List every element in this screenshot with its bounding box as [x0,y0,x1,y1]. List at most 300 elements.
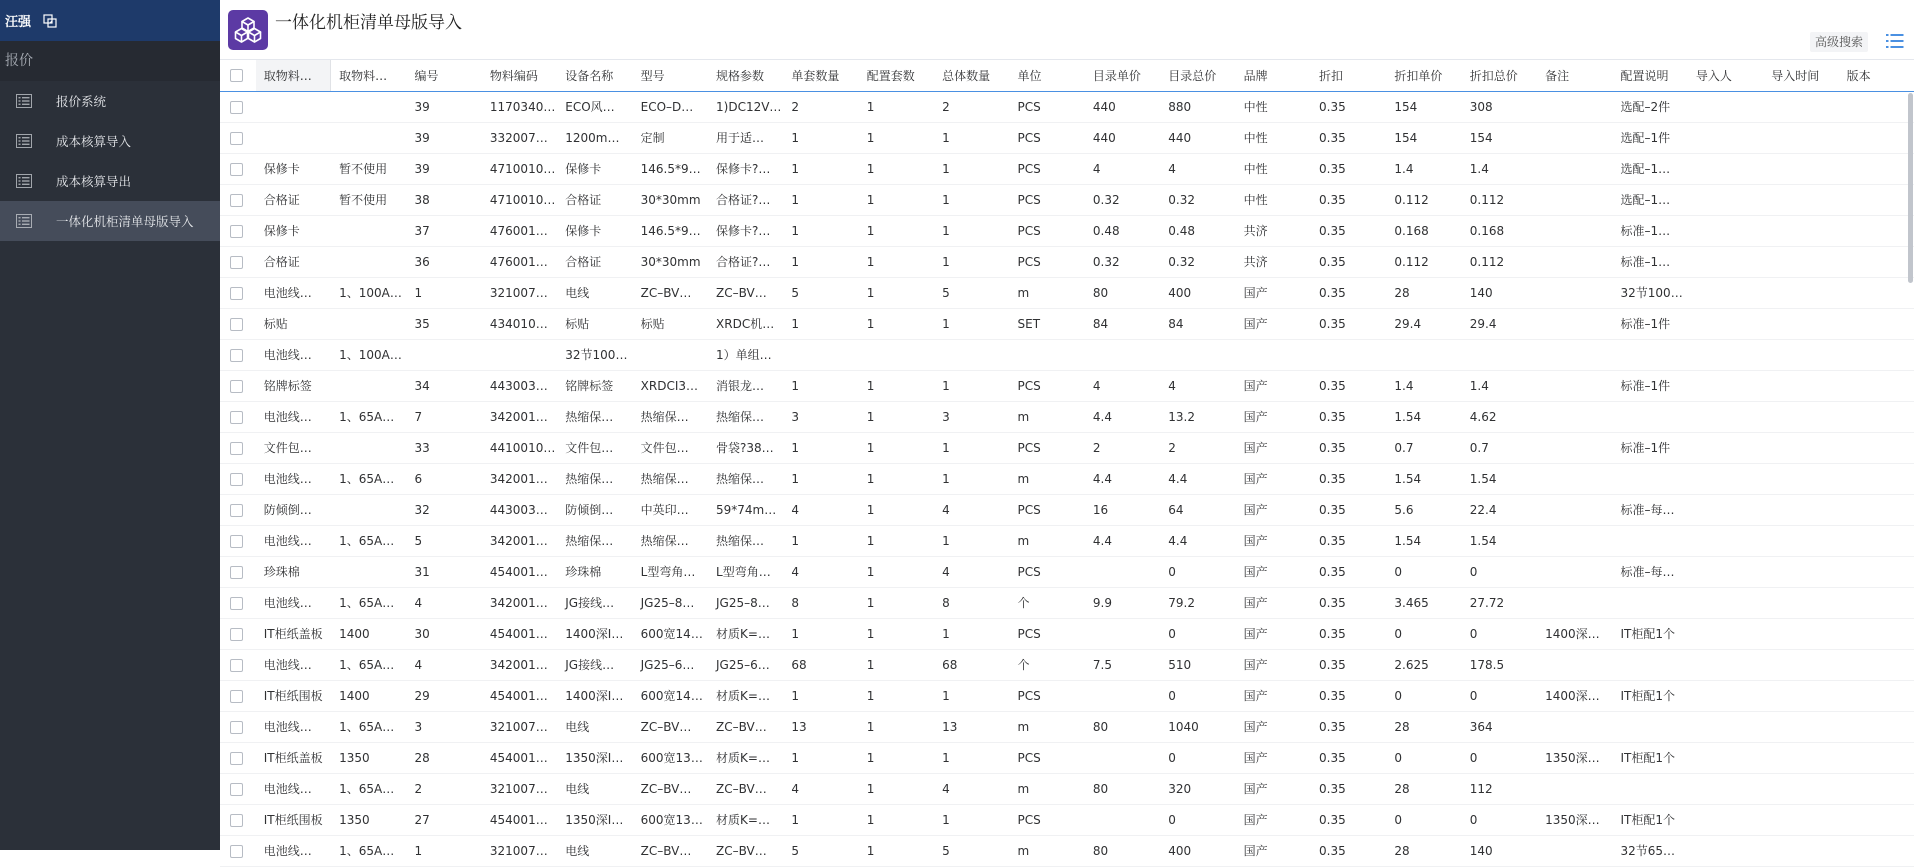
row-checkbox[interactable] [220,278,256,308]
checkbox-box[interactable] [230,380,243,393]
table-cell: 5 [791,286,800,300]
table-cell: 4 [791,782,800,796]
row-checkbox[interactable] [220,185,256,215]
column-header[interactable]: 导入时间 [1771,69,1820,83]
table-cell: PCS [1017,627,1041,641]
table-cell: 342001… [489,534,548,548]
table-cell: 文件包… [640,441,689,455]
table-cell: 510 [1168,658,1192,672]
checkbox-box[interactable] [230,845,243,858]
column-header[interactable]: 规格参数 [716,69,765,83]
column-header[interactable]: 取物料… [339,69,388,83]
table-cell: 保修卡?… [716,224,771,238]
table-cell: 4 [1168,162,1176,176]
checkbox-box[interactable] [230,504,243,517]
table-cell: 电池线… [263,286,312,300]
table-cell: 1350 [339,751,370,765]
table-cell: 1)DC12V… [716,100,782,114]
row-checkbox[interactable] [220,557,256,587]
table-cell [1688,154,1763,184]
table-cell: 16 [1092,503,1109,517]
table-row[interactable] [220,340,1914,371]
sidebar-item-1[interactable] [0,121,220,161]
table-row[interactable] [220,433,1914,464]
checkbox-box[interactable] [230,442,243,455]
table-cell [934,340,1009,370]
table-cell: 电池线… [263,348,312,362]
column-header[interactable]: 设备名称 [565,69,614,83]
checkbox-box[interactable] [230,597,243,610]
table-row[interactable] [220,526,1914,557]
table-cell [1537,371,1612,401]
table-cell: 1、65A… [339,658,395,672]
column-header[interactable]: 物料编码 [489,69,538,83]
table-row[interactable] [220,216,1914,247]
table-row[interactable] [220,154,1914,185]
table-cell [1688,712,1763,742]
table-cell: 0.35 [1319,255,1346,269]
table-cell [331,216,406,246]
table-cell: 29.4 [1469,317,1497,331]
table-cell: 1400深… [1545,627,1600,641]
table-cell: 珍珠棉 [565,565,602,579]
table-row[interactable] [220,185,1914,216]
table-row[interactable] [220,92,1914,123]
table-cell: 178.5 [1469,658,1505,672]
table-cell: 定制 [640,131,665,145]
table-cell: 电池线… [263,534,312,548]
row-checkbox[interactable] [220,526,256,556]
checkbox-box[interactable] [230,659,243,672]
table-cell: 国产 [1243,689,1268,703]
table-cell: IT柜配1个 [1620,689,1676,703]
user-name[interactable]: 汪强 [5,15,32,30]
table-cell: 文件包… [565,441,614,455]
table-cell: 434010… [489,317,548,331]
table-cell: 342001… [489,658,548,672]
table-row[interactable] [220,650,1914,681]
table-cell: 国产 [1243,503,1268,517]
table-cell: 0 [1469,627,1478,641]
table-cell: PCS [1017,379,1041,393]
column-header[interactable]: 折扣单价 [1394,69,1443,83]
table-cell [1839,123,1914,153]
table-cell: 5 [942,844,950,858]
column-header[interactable]: 单套数量 [791,69,840,83]
row-checkbox[interactable] [220,588,256,618]
table-cell: 1 [791,441,800,455]
table-cell: JG25–8… [716,596,770,610]
row-checkbox[interactable] [220,650,256,680]
table-cell: 36 [414,255,430,269]
column-header[interactable]: 折扣总价 [1469,69,1518,83]
checkbox-box[interactable] [230,101,243,114]
table-cell: 1 [866,379,875,393]
table-cell [1839,340,1914,370]
table-cell: ZC–BV… [716,782,767,796]
row-checkbox[interactable] [220,123,256,153]
table-cell: 440 [1168,131,1192,145]
checkbox-box[interactable] [230,318,243,331]
column-header[interactable]: 总体数量 [942,69,991,83]
table-cell: 342001… [489,410,548,424]
table-row[interactable] [220,619,1914,650]
column-header[interactable]: 备注 [1545,69,1570,83]
table-cell: 38 [414,193,430,207]
table-cell: 39 [414,162,430,176]
table-cell [1839,836,1914,866]
table-cell [1537,123,1612,153]
table-row[interactable] [220,278,1914,309]
table-cell: 8 [791,596,800,610]
row-checkbox[interactable] [220,619,256,649]
table-cell [1763,805,1838,835]
table-cell [1613,340,1688,370]
table-cell: 3 [791,410,800,424]
checkbox-box[interactable] [230,132,243,145]
checkbox-box[interactable] [230,566,243,579]
checkbox-box[interactable] [230,287,243,300]
table-cell: 1 [942,162,950,176]
table-cell: 33 [414,441,430,455]
table-cell: 0 [1394,813,1403,827]
checkbox-box[interactable] [230,814,243,827]
table-cell: 0.35 [1319,162,1346,176]
table-cell: 342001… [489,596,548,610]
checkbox-box[interactable] [230,225,243,238]
table-cell [1537,433,1612,463]
table-cell: 29 [414,689,430,703]
table-row[interactable] [220,712,1914,743]
table-cell [1763,340,1838,370]
table-cell [1688,495,1763,525]
table-cell: 标准–1… [1620,255,1671,269]
table-cell: 材质K=… [716,689,770,703]
table-cell [1839,774,1914,804]
row-checkbox[interactable] [220,309,256,339]
row-checkbox[interactable] [220,495,256,525]
table-row[interactable] [220,588,1914,619]
table-cell: 22.4 [1469,503,1497,517]
table-cell: 国产 [1243,782,1268,796]
table-cell: 454001… [489,751,548,765]
table-cell: 电线 [565,782,590,796]
list-icon[interactable] [1886,33,1904,52]
row-checkbox[interactable] [220,371,256,401]
table-cell [1839,712,1914,742]
table-cell: 国产 [1243,441,1268,455]
checkbox-box[interactable] [230,752,243,765]
checkbox-box[interactable] [230,163,243,176]
table-cell: PCS [1017,441,1041,455]
row-checkbox[interactable] [220,681,256,711]
table-cell: 80 [1092,720,1109,734]
table-cell: 140 [1469,286,1493,300]
table-cell [1386,340,1461,370]
table-cell [482,340,557,370]
switch-account-icon[interactable] [43,14,57,28]
sidebar-item-0[interactable] [0,81,220,121]
row-checkbox[interactable] [220,774,256,804]
table-cell: 1 [942,813,950,827]
checkbox-box[interactable] [230,690,243,703]
checkbox-box[interactable] [230,535,243,548]
table-cell: 4710010… [489,162,556,176]
table-cell: 28 [1394,844,1410,858]
table-cell: 1、65A… [339,720,395,734]
table-cell: 电池线… [263,658,312,672]
table-cell: 154 [1469,131,1493,145]
table-cell: 600宽13… [640,813,703,827]
table-cell: 68 [942,658,958,672]
table-cell [1763,743,1838,773]
table-cell: ECO风… [565,100,615,114]
table-cell: 4.4 [1092,410,1112,424]
table-row[interactable] [220,836,1914,867]
table-cell: 中英印… [640,503,689,517]
table-cell: 1 [791,379,800,393]
table-cell: IT柜配1个 [1620,751,1676,765]
table-cell [1839,433,1914,463]
table-cell [1839,588,1914,618]
table-cell: 选配–1… [1620,193,1671,207]
table-cell: 文件包… [263,441,312,455]
table-cell: 28 [1394,720,1410,734]
data-table [220,59,1914,858]
table-row[interactable] [220,743,1914,774]
checkbox-box[interactable] [230,783,243,796]
table-cell: 600宽13… [640,751,703,765]
table-cell: 400 [1168,844,1192,858]
table-cell: 1 [866,286,875,300]
table-cell: 电池线… [263,410,312,424]
table-cell [1537,526,1612,556]
column-header[interactable]: 品牌 [1243,69,1268,83]
table-cell: 选配–1… [1620,162,1671,176]
table-cell: 454001… [489,627,548,641]
table-cell [1839,495,1914,525]
table-row[interactable] [220,774,1914,805]
table-cell: 0.35 [1319,100,1346,114]
table-cell: 320 [1168,782,1192,796]
table-cell: 材质K=… [716,813,770,827]
table-cell: 5 [791,844,800,858]
row-checkbox[interactable] [220,433,256,463]
table-cell [331,557,406,587]
select-all-checkbox[interactable] [220,60,256,91]
table-cell: 1400深… [1545,689,1600,703]
column-header[interactable]: 配置说明 [1620,69,1669,83]
table-cell: 2 [1168,441,1176,455]
table-cell: 0 [1469,751,1478,765]
checkbox-box[interactable] [230,628,243,641]
table-cell: 个 [1017,658,1030,672]
table-row[interactable] [220,681,1914,712]
table-cell: ZC–BV… [640,720,692,734]
table-cell: 1 [791,534,800,548]
table-row[interactable] [220,495,1914,526]
column-header[interactable]: 配置套数 [866,69,915,83]
table-cell: 0 [1168,627,1176,641]
table-cell: 32 [414,503,430,517]
row-checkbox[interactable] [220,92,256,122]
checkbox-box[interactable] [230,349,243,362]
table-cell: 443003… [489,503,548,517]
table-cell [1763,247,1838,277]
table-cell [633,340,708,370]
table-cell [1839,185,1914,215]
table-cell: ZC–BV… [640,844,692,858]
table-row[interactable] [220,557,1914,588]
sidebar-item-2[interactable] [0,161,220,201]
table-cell [1688,185,1763,215]
checkbox-box[interactable] [230,411,243,424]
table-cell: 标准–1件 [1620,317,1671,331]
table-cell: 1 [942,472,950,486]
table-row[interactable] [220,805,1914,836]
table-cell [1839,619,1914,649]
table-cell: 1）单组… [716,348,772,362]
table-cell: 标贴 [263,317,288,331]
table-cell: 1 [791,224,800,238]
checkbox-box[interactable] [230,256,243,269]
table-cell: 0.35 [1319,844,1346,858]
column-header[interactable]: 导入人 [1695,69,1732,83]
table-cell: 骨袋?38… [716,441,774,455]
table-cell: 0.32 [1092,193,1120,207]
column-header[interactable]: 折扣 [1319,69,1344,83]
table-cell [1839,309,1914,339]
table-cell [1763,681,1838,711]
table-cell: 1、65A… [339,782,395,796]
table-cell [1839,278,1914,308]
table-cell: 9.9 [1092,596,1112,610]
table-row[interactable] [220,464,1914,495]
table-cell: 1 [866,565,875,579]
table-cell: ZC–BV… [640,286,692,300]
table-row[interactable] [220,247,1914,278]
table-cell: 暂不使用 [339,193,388,207]
table-cell [1462,340,1537,370]
table-cell: 4710010… [489,193,556,207]
checkbox-box[interactable] [230,69,243,82]
table-cell [1763,836,1838,866]
table-cell: 321007… [489,844,548,858]
column-header[interactable]: 取物料… [256,60,331,91]
table-cell: m [1017,720,1030,734]
table-cell: 0.32 [1092,255,1120,269]
table-cell: 443003… [489,379,548,393]
row-checkbox[interactable] [220,743,256,773]
vertical-scrollbar[interactable] [1906,93,1914,850]
table-cell: 热缩保… [565,410,614,424]
table-cell: 国产 [1243,596,1268,610]
table-cell: IT柜纸盖板 [263,751,323,765]
table-cell: ZC–BV… [716,720,767,734]
row-checkbox[interactable] [220,247,256,277]
document-list-icon [16,214,32,228]
table-cell: 4 [942,565,950,579]
menu-group-title[interactable]: 报价 [0,41,220,81]
table-cell [1763,557,1838,587]
table-cell: IT柜配1个 [1620,813,1676,827]
table-cell: 321007… [489,782,548,796]
table-cell: 13.2 [1168,410,1195,424]
table-cell: 1 [866,720,875,734]
table-cell: m [1017,410,1030,424]
table-row[interactable] [220,402,1914,433]
row-checkbox[interactable] [220,712,256,742]
table-cell: 1 [866,503,875,517]
row-checkbox[interactable] [220,464,256,494]
table-cell: 1350深… [1545,813,1600,827]
table-cell: 0.35 [1319,751,1346,765]
table-cell: 0.35 [1319,224,1346,238]
table-cell: 1 [942,627,950,641]
table-cell [1613,712,1688,742]
row-checkbox[interactable] [220,154,256,184]
table-cell: 标准–1件 [1620,379,1671,393]
table-cell: 1 [866,255,875,269]
sidebar-item-label: 成本核算导出 [56,174,132,189]
table-cell [1537,495,1612,525]
table-cell: PCS [1017,193,1041,207]
table-cell: 321007… [489,720,548,734]
row-checkbox[interactable] [220,340,256,370]
table-row[interactable] [220,371,1914,402]
advanced-search-button[interactable]: 高级搜索 [1810,32,1868,52]
column-header[interactable]: 目录总价 [1168,69,1217,83]
checkbox-box[interactable] [230,721,243,734]
table-cell [1537,340,1612,370]
column-header[interactable]: 单位 [1017,69,1042,83]
table-cell [1537,247,1612,277]
table-cell: 140 [1469,844,1493,858]
checkbox-box[interactable] [230,473,243,486]
table-cell: 1 [866,317,875,331]
row-checkbox[interactable] [220,836,256,866]
table-cell: 1 [866,472,875,486]
sidebar-item-3[interactable] [0,201,220,241]
table-cell: 1、100A… [339,348,402,362]
table-cell: IT柜配1个 [1620,627,1676,641]
column-header[interactable]: 编号 [414,69,439,83]
table-cell: m [1017,844,1030,858]
table-cell: 6 [414,472,423,486]
checkbox-box[interactable] [230,194,243,207]
table-cell [1537,185,1612,215]
column-header[interactable]: 型号 [640,69,665,83]
table-cell: 1 [942,379,950,393]
table-cell [1613,774,1688,804]
table-cell: 1400 [339,627,370,641]
table-cell: 热缩保… [640,410,689,424]
column-header[interactable]: 版本 [1846,69,1871,83]
row-checkbox[interactable] [220,402,256,432]
row-checkbox[interactable] [220,216,256,246]
table-cell: 0.35 [1319,720,1346,734]
table-cell [1537,92,1612,122]
row-checkbox[interactable] [220,805,256,835]
table-cell: 30*30mm [640,193,701,207]
table-row[interactable] [220,123,1914,154]
scrollbar-thumb[interactable] [1908,93,1913,283]
column-header[interactable]: 目录单价 [1092,69,1141,83]
table-cell [1839,154,1914,184]
table-cell: 1、65A… [339,844,395,858]
table-row[interactable] [220,309,1914,340]
table-cell: 600宽14… [640,627,703,641]
